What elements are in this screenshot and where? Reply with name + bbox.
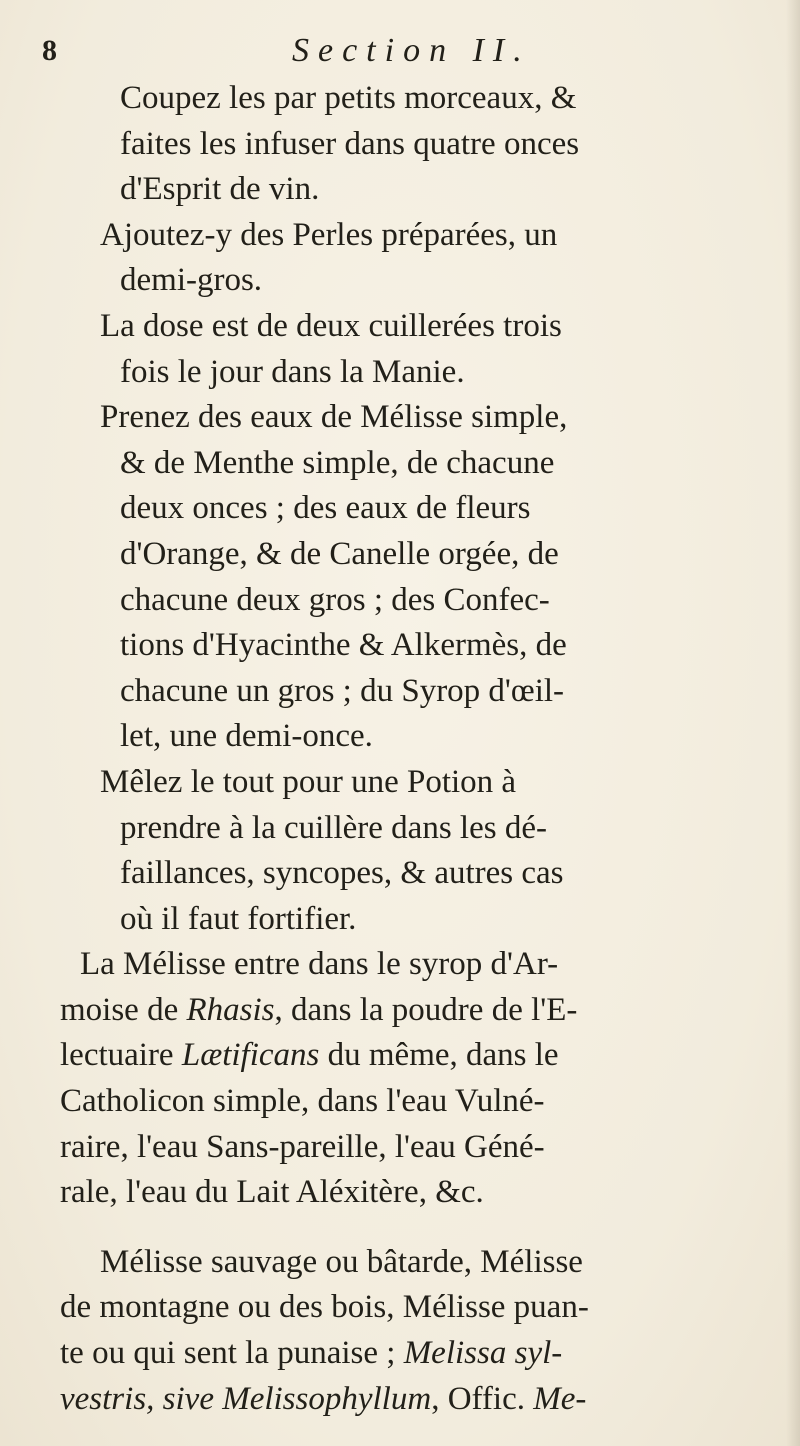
text-line [60,1331,770,1377]
text-line: demi-gros. [120,262,263,299]
text-line: Mélisse sauvage ou bâtarde, Mélisse [100,1243,583,1280]
text-line: & de Menthe simple, de chacune [120,444,555,481]
text-line: raire, l'eau Sans-pareille, l'eau Géné- [60,1128,545,1165]
text-span: , Offic. [431,1380,525,1417]
text-line: Ajoutez-y des Perles préparées, un [100,216,558,253]
text-line: Mêlez le tout pour une Potion à [100,763,517,800]
text-line: faites les infuser dans quatre onces [120,125,580,162]
text-line: La Mélisse entre dans le syrop d'Ar- [80,946,559,983]
text-line: let, une demi-once. [120,718,373,755]
text-line: chacune deux gros ; des Confec- [120,581,550,618]
text-line [60,1377,770,1423]
paragraph-break [160,1216,770,1240]
text-line: tions d'Hyacinthe & Alkermès, de [120,627,567,664]
text-line: fois le jour dans la Manie. [120,353,465,390]
text-span: du même, dans le [327,1037,559,1074]
body-text [60,76,770,1422]
text-line: deux onces ; des eaux de fleurs [120,490,531,527]
text-line: rale, l'eau du Lait Aléxitère, &c. [60,1174,484,1211]
page-number: 8 [42,34,57,67]
text-line: d'Esprit de vin. [120,171,320,208]
text-span: moise de [60,991,179,1028]
text-line: où il faut fortifier. [120,900,357,937]
text-line [60,1033,770,1079]
text-line: de montagne ou des bois, Mélisse puan- [60,1289,589,1326]
text-line: Prenez des eaux de Mélisse simple, [100,399,568,436]
italic-text: Me- [533,1380,587,1417]
running-title: Section II. [292,32,531,69]
text-line: faillances, syncopes, & autres cas [120,855,564,892]
text-line: d'Orange, & de Canelle orgée, de [120,535,559,572]
italic-text: vestris, sive Melissophyllum [60,1380,432,1417]
italic-text: Lætificans [181,1037,320,1074]
text-line: La dose est de deux cuillerées trois [100,307,562,344]
text-line: Coupez les par petits morceaux, & [120,80,577,116]
text-line [60,988,770,1034]
text-span: te ou qui sent la punaise ; [60,1335,396,1372]
italic-text: Melissa syl- [403,1335,563,1372]
text-line: prendre à la cuillère dans les dé- [120,809,547,846]
page-edge-shadow [786,0,800,1446]
italic-text: Rhasis [186,991,275,1028]
text-span: , dans la poudre de l'E- [274,991,578,1028]
text-line: Catholicon simple, dans l'eau Vulné- [60,1083,545,1120]
text-span: lectuaire [60,1037,174,1074]
text-line: chacune un gros ; du Syrop d'œil- [120,672,565,709]
